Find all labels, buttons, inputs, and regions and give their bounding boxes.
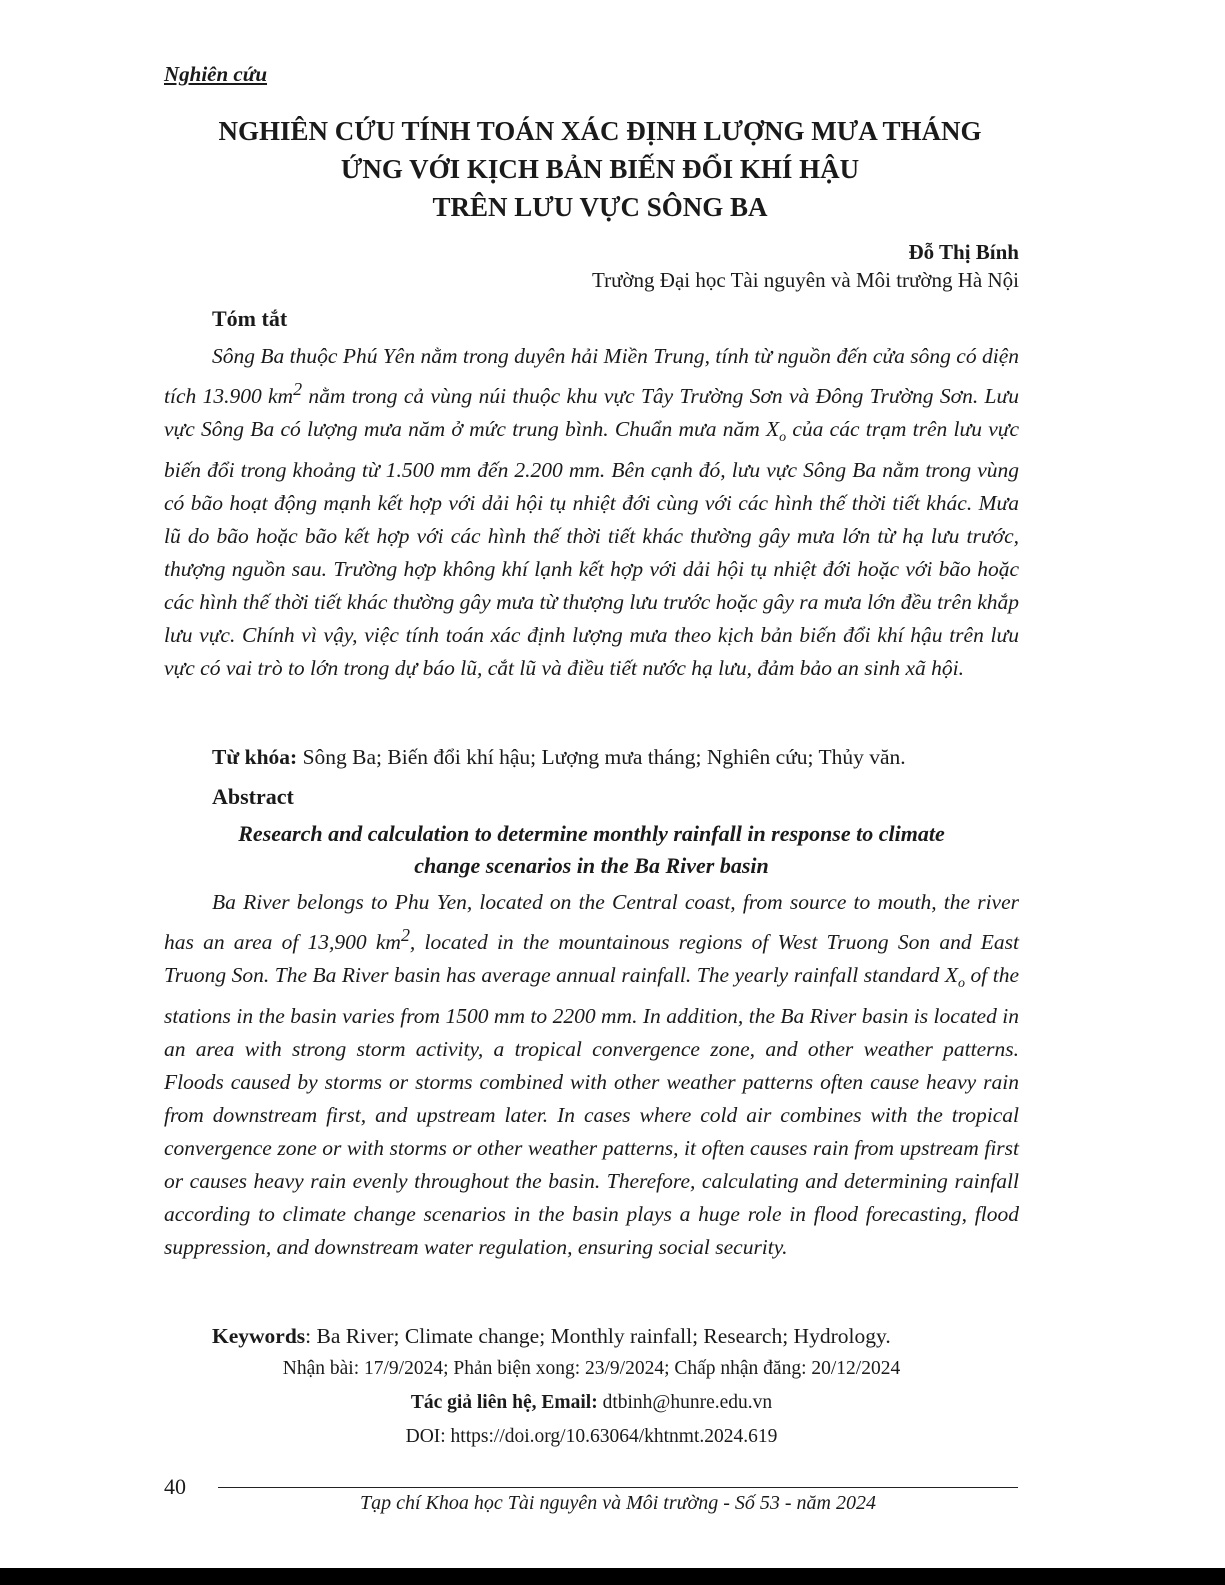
- english-title: [164, 818, 1019, 882]
- abstract-text-1: Ba River belongs to Phu Yen, located on the Central coast, from source to mouth, the river has an area of 13,900 km: [164, 890, 1019, 955]
- abstract-paragraph: [164, 886, 1019, 1264]
- footer-divider: [218, 1487, 1018, 1488]
- keywords-vi-text: Sông Ba; Biến đổi khí hậu; Lượng mưa tháng; Nghiên cứu; Thủy văn.: [297, 745, 906, 769]
- summary-text-2: nằm trong cả vùng núi thuộc khu vực Tây Trường Sơn và Đông Trường Sơn. Lưu vực Sông Ba có lượng mưa năm ở mức trung bình. Chuẩn mưa năm X: [164, 384, 1019, 442]
- keywords-en: [212, 1324, 891, 1349]
- title-line-2: ỨNG VỚI KỊCH BẢN BIẾN ĐỔI KHÍ HẬU: [340, 154, 860, 184]
- abstract-text-2: , located in the mountainous regions of West Truong Son and East Truong Son. The Ba River basin has average annual rainfall. The yearly rainfall standard X: [164, 930, 1020, 988]
- title-line-3: TRÊN LƯU VỰC SÔNG BA: [432, 192, 768, 222]
- keywords-en-label: Keywords: [212, 1324, 306, 1348]
- summary-paragraph: [164, 340, 1019, 685]
- article-title: [150, 112, 1050, 226]
- summary-text-3: của các trạm trên lưu vực biến đổi trong khoảng từ 1.500 mm đến 2.200 mm. Bên cạnh đó, lưu vực Sông Ba nằm trong vùng có bão hoạt động mạnh kết hợp với dải hội tụ nhiệt đới cùng với các hình thế thời tiết khác. Mưa lũ do bão hoặc bão kết hợp với các hình thế thời tiết khác thường gây mưa lớn từ hạ lưu trước, thượng nguồn sau. Trường hợp không khí lạnh kết hợp với dải hội tụ nhiệt đới hoặc với bão hoặc các hình thế thời tiết khác thường gây mưa từ thượng lưu trước hoặc gây ra mưa lớn đều trên khắp lưu vực. Chính vì vậy, việc tính toán xác định lượng mưa theo kịch bản biến đổi khí hậu trên lưu vực có vai trò to lớn trong dự báo lũ, cắt lũ và điều tiết nước hạ lưu, đảm bảo an sinh xã hội.: [164, 417, 1020, 681]
- summary-subscript: o: [779, 430, 787, 446]
- summary-text-1: Sông Ba thuộc Phú Yên nằm trong duyên hải Miền Trung, tính từ nguồn đến cửa sông có diện tích 13.900 km: [164, 344, 1019, 409]
- english-title-line-1: Research and calculation to determine monthly rainfall in response to climate: [238, 821, 945, 846]
- page-number: 40: [164, 1474, 186, 1499]
- author-affiliation: Trường Đại học Tài nguyên và Môi trường Hà Nội: [591, 268, 1019, 292]
- bottom-bar: [0, 1568, 1225, 1585]
- submission-dates: Nhận bài: 17/9/2024; Phản biện xong: 23/9/2024; Chấp nhận đăng: 20/12/2024: [282, 1358, 901, 1379]
- summary-heading: Tóm tắt: [212, 306, 288, 331]
- contact-label: Tác giả liên hệ, Email:: [410, 1392, 598, 1413]
- keywords-vi: [212, 745, 906, 770]
- abstract-subscript: o: [958, 976, 965, 992]
- abstract-superscript: 2: [400, 925, 410, 945]
- doi-link[interactable]: DOI: https://doi.org/10.63064/khtnmt.2024.619: [405, 1426, 778, 1447]
- title-line-1: NGHIÊN CỨU TÍNH TOÁN XÁC ĐỊNH LƯỢNG MƯA THÁNG: [218, 116, 982, 146]
- abstract-heading: Abstract: [212, 784, 294, 809]
- summary-superscript: 2: [293, 379, 303, 399]
- journal-name: Tạp chí Khoa học Tài nguyên và Môi trường - Số 53 - năm 2024: [360, 1492, 876, 1514]
- abstract-text-3: of the stations in the basin varies from 1500 mm to 2200 mm. In addition, the Ba River basin is located in an area with strong storm activity, a tropical convergence zone, and other weather patterns. Floods caused by storms or storms combined with other weather patterns often cause heavy rain from downstream first, and upstream later. In cases where cold air combines with the tropical convergence zone or with storms or other weather patterns, it often causes rain from upstream first or causes heavy rain evenly throughout the basin. Therefore, calculating and determining rainfall according to climate change scenarios in the basin plays a huge role in flood forecasting, flood suppression, and downstream water regulation, ensuring social security.: [164, 963, 1019, 1260]
- keywords-vi-label: Từ khóa:: [212, 745, 298, 769]
- keywords-en-text: : Ba River; Climate change; Monthly rainfall; Research; Hydrology.: [305, 1324, 891, 1348]
- author-name: Đỗ Thị Bính: [908, 240, 1019, 264]
- contact-line: [164, 1392, 1019, 1414]
- contact-email[interactable]: dtbinh@hunre.edu.vn: [597, 1392, 773, 1413]
- section-label: Nghiên cứu: [164, 62, 268, 86]
- english-title-line-2: change scenarios in the Ba River basin: [414, 853, 769, 878]
